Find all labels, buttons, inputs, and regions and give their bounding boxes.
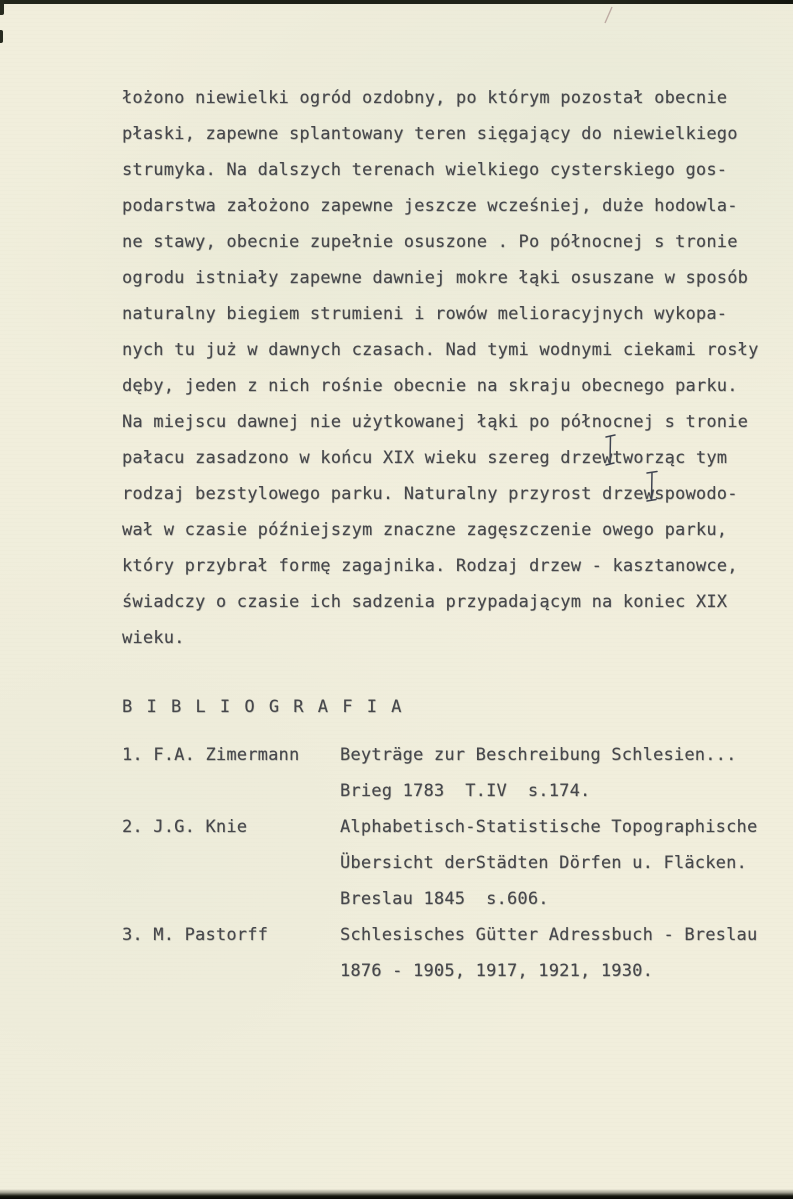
bibliography-entry-detail: Übersicht derStädten Dörfen u. Fläcken.: [340, 853, 747, 873]
body-line: ogrodu istniały zapewne dawniej mokre łąki osuszane w sposób: [122, 268, 749, 288]
body-line: Na miejscu dawnej nie użytkowanej łąki po północnej s tronie: [122, 412, 749, 432]
body-line: wał w czasie późniejszym znaczne zagęszczenie owego parku,: [122, 520, 728, 540]
bibliography-entry-detail: Schlesisches Gütter Adressbuch - Breslau: [340, 925, 758, 945]
bibliography-entry-detail: Breslau 1845 s.606.: [340, 889, 549, 909]
body-line: wieku.: [122, 628, 185, 648]
body-line: pałacu zasadzono w końcu XIX wieku szereg drzewtworząc tym: [122, 448, 728, 468]
bibliography-entry-detail: Beyträge zur Beschreibung Schlesien...: [340, 745, 737, 765]
bibliography-heading: B I B L I O G R A F I A: [122, 697, 404, 717]
body-line: strumyka. Na dalszych terenach wielkiego cysterskiego gos-: [122, 160, 728, 180]
bibliography-entry-author: 1. F.A. Zimermann: [122, 745, 300, 765]
body-line: płaski, zapewne splantowany teren sięgający do niewielkiego: [122, 124, 738, 144]
body-line: naturalny biegiem strumieni i rowów melioracyjnych wykopa-: [122, 304, 728, 324]
body-line: łożono niewielki ogród ozdobny, po którym pozostał obecnie: [122, 88, 728, 108]
body-line: świadczy o czasie ich sadzenia przypadającym na koniec XIX: [122, 592, 728, 612]
bibliography-entry-detail: Alphabetisch-Statistische Topographische: [340, 817, 758, 837]
handwritten-slash-mark: [600, 4, 618, 26]
scan-edge-top: [0, 0, 793, 4]
bibliography-entry-author: 3. M. Pastorff: [122, 925, 269, 945]
bibliography-entry-author: 2. J.G. Knie: [122, 817, 248, 837]
scan-edge-bottom: [0, 1189, 793, 1199]
body-line: ne stawy, obecnie zupełnie osuszone . Po północnej s tronie: [122, 232, 738, 252]
scan-mark-left-second: [0, 30, 3, 43]
body-line: rodzaj bezstylowego parku. Naturalny przyrost drzewspowodo-: [122, 484, 738, 504]
insertion-mark-icon: [601, 433, 619, 467]
body-line: nych tu już w dawnych czasach. Nad tymi wodnymi ciekami rosły: [122, 340, 759, 360]
body-line: który przybrał formę zagajnika. Rodzaj drzew - kasztanowce,: [122, 556, 738, 576]
scan-mark-left-top: [0, 0, 4, 15]
insertion-mark-icon: [643, 469, 661, 503]
body-line: dęby, jeden z nich rośnie obecnie na skraju obecnego parku.: [122, 376, 738, 396]
body-line: podarstwa założono zapewne jeszcze wcześniej, duże hodowla-: [122, 196, 738, 216]
bibliography-entry-detail: 1876 - 1905, 1917, 1921, 1930.: [340, 961, 654, 981]
bibliography-entry-detail: Brieg 1783 T.IV s.174.: [340, 781, 591, 801]
